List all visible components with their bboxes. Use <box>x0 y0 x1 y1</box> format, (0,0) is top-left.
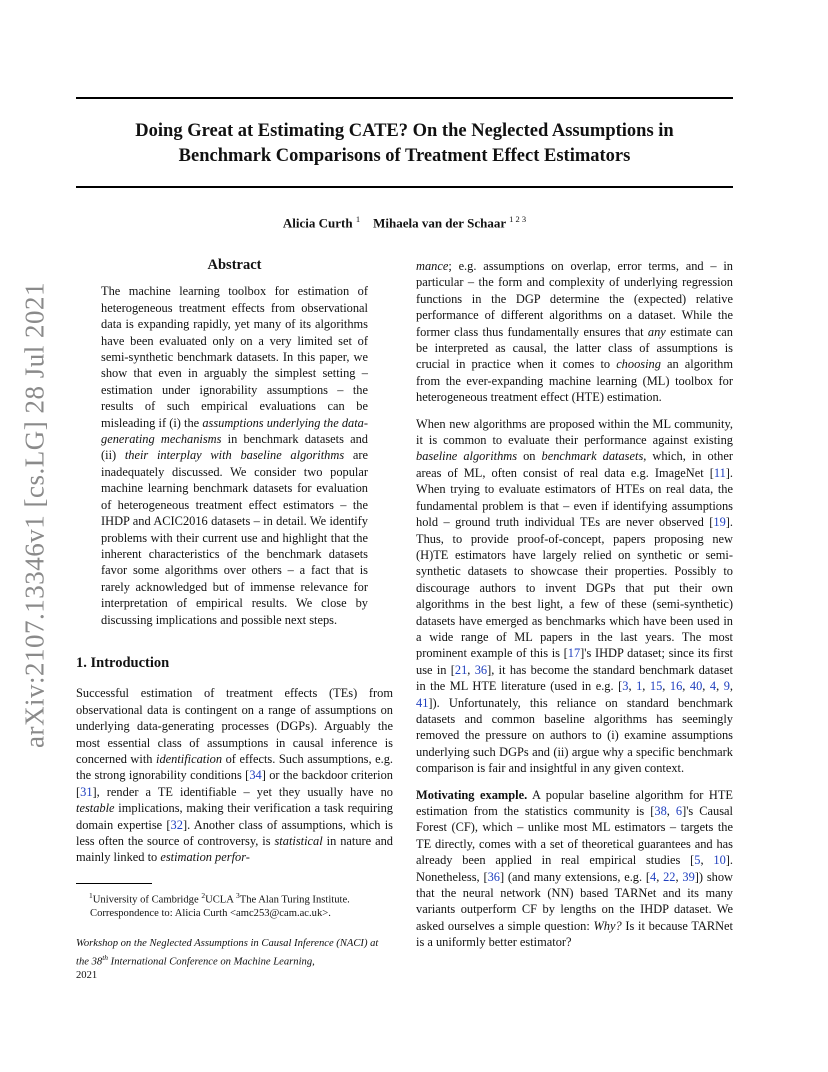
correspondence-line: Correspondence to: Alicia Curth <amc253@cam.ac.uk>. <box>90 907 331 919</box>
body-text: on <box>517 449 542 464</box>
arxiv-identifier-stamp: arXiv:2107.13346v1 [cs.LG] 28 Jul 2021 <box>19 282 50 748</box>
title-rule-top <box>76 97 733 99</box>
introduction-heading: 1. Introduction <box>76 654 170 671</box>
citation-link[interactable]: 34 <box>249 768 262 783</box>
citation-link[interactable]: 40 <box>689 679 703 694</box>
introduction-paragraph <box>76 685 393 865</box>
citation-link[interactable]: 3 <box>622 679 629 694</box>
author-name: Alicia Curth <box>282 215 353 231</box>
citation-link[interactable]: 1 <box>636 679 643 694</box>
workshop-text: Workshop on the Neglected Assumptions in Causal Inference (NACI) at the 38 <box>76 937 379 968</box>
citation-link[interactable]: 4 <box>709 679 717 694</box>
title-rule-bottom <box>76 186 733 188</box>
citation-link[interactable]: 21 <box>454 662 468 677</box>
body-text: , <box>700 853 714 868</box>
right-column <box>416 258 733 951</box>
body-paragraph <box>416 258 733 406</box>
footnote-marker: 2 <box>201 891 206 900</box>
citation-link[interactable]: 39 <box>682 869 695 884</box>
title-line-1: Doing Great at Estimating CATE? On the Neglected Assumptions in <box>135 121 674 141</box>
body-text: ]. Another class of assumptions, which is less often the source of controversy, is <box>76 817 393 848</box>
body-text: Successful estimation of treatment effects (TEs) from observational data is contingent on a range of assumptions on underlying data-generating processes (DGPs). Arguably the most essential class of assumptions in causal inference is concerned with <box>76 686 393 766</box>
title-line-2: Benchmark Comparisons of Treatment Effect Estimators <box>178 146 631 166</box>
emphasis-text: statistical <box>274 834 323 848</box>
affiliation-name: UCLA <box>205 894 236 906</box>
body-text: ] (and many extensions, e.g. [ <box>499 869 651 884</box>
citation-link[interactable]: 31 <box>80 784 93 799</box>
body-text: estimate can be interpreted as causal, the latter class of assumptions is crucial in practice when it comes to <box>416 324 733 372</box>
emphasis-text: benchmark datasets <box>541 449 644 464</box>
body-text: ]. Thus, to provide proof-of-concept, papers proposing new (H)TE estimators have largely relied on synthetic or semi-synthetic datasets to showcase their properties. Possibly to discourage authors to invent DGPs that put their own algorithms in the best light, a few of these (semi-synthetic) datasets have emerged as benchmarks which have been used in a wide range of ML papers in the last years. The most prominent example of this is [ <box>416 515 733 661</box>
footnote-marker: 3 <box>235 891 240 900</box>
left-column <box>76 257 393 866</box>
body-text: , <box>642 679 650 694</box>
affiliation-footnote <box>76 889 393 920</box>
body-text: ]). Unfortunately, this reliance on standard benchmark datasets and common baseline algorithms has seemingly removed the pressure on authors to (i) examine assumptions underlying such DGPs and (ii) argue why a specific benchmark comparison is fair and insightful in any given context. <box>416 695 733 776</box>
body-text: implications, making their verification a task requiring domain expertise [ <box>76 801 393 832</box>
footnote-marker: 1 <box>89 891 93 900</box>
emphasis-text: assumptions underlying the data-generating mechanisms <box>101 415 368 447</box>
body-text: , <box>729 679 733 694</box>
affiliation-name: The Alan Turing Institute. <box>239 894 350 906</box>
citation-link[interactable]: 16 <box>669 679 683 694</box>
emphasis-text: identification <box>156 751 223 766</box>
citation-link[interactable]: 10 <box>713 853 726 868</box>
body-paragraph <box>416 416 733 777</box>
paper-title <box>76 119 733 169</box>
citation-link[interactable]: 41 <box>416 695 429 710</box>
body-text: , which, in other areas of ML, often consist of real data e.g. ImageNet [ <box>416 449 733 480</box>
body-text: , <box>702 679 710 694</box>
affiliation-name: University of Cambridge <box>92 894 202 906</box>
citation-link[interactable]: 5 <box>694 853 701 868</box>
body-text: ]. Nonetheless, [ <box>416 853 733 884</box>
body-text: ]. When trying to evaluate estimators of HTEs on real data, the fundamental problem is that – even if identifying assumptions hold – ground truth individual TEs are never observed [ <box>416 465 733 530</box>
citation-link[interactable]: 11 <box>713 465 726 480</box>
body-text: ] or the backdoor criterion [ <box>76 768 393 799</box>
body-text: , <box>682 679 690 694</box>
body-text: , <box>675 869 683 884</box>
citation-link[interactable]: 4 <box>650 869 657 884</box>
emphasis-text: choosing <box>616 357 661 372</box>
body-text: Is it because TARNet is a uniformly better estimator? <box>416 918 734 950</box>
citation-link[interactable]: 32 <box>170 817 183 832</box>
body-text: ]'s IHDP dataset; since its first use in [ <box>416 646 733 677</box>
body-text: are inadequately discussed. We consider two popular machine learning benchmark datasets for evaluation of heterogeneous treatment effect estimators – the IHDP and ACIC2016 datasets – in detail. We identify problems with their current use and highlight that the inherent characteristics of the benchmark datasets favor some algorithms over others – a fact that is rarely acknowledged but of immense relevance for interpretation of empirical results. We close by discussing implications and possible next steps. <box>101 448 368 627</box>
workshop-year: 2021 <box>76 970 98 982</box>
body-text: ; e.g. assumptions on overlap, error terms, and – in particular – the form and complexity of underlying regression functions in the DGP determine the (expected) relative performance of different algorithms on a dataset. While the former class thus fundamentally ensures that <box>416 259 733 339</box>
body-text: in nature and mainly linked to <box>76 834 393 865</box>
body-text: , <box>666 804 676 818</box>
paragraph-lead: Motivating example. <box>416 787 528 802</box>
citation-link[interactable]: 9 <box>723 679 730 694</box>
ordinal-suffix: th <box>102 952 109 962</box>
abstract-heading: Abstract <box>207 257 262 273</box>
emphasis-text: any <box>647 324 666 339</box>
citation-link[interactable]: 36 <box>474 662 488 677</box>
workshop-text: International Conference on Machine Learning, <box>108 956 315 968</box>
author-name: Mihaela van der Schaar <box>373 215 506 231</box>
body-text: , <box>716 679 724 694</box>
body-text: of effects. Such assumptions, e.g. the strong ignorability conditions [ <box>76 751 393 783</box>
citation-link[interactable]: 38 <box>654 804 667 818</box>
emphasis-text: their interplay with baseline algorithms <box>124 448 345 463</box>
body-text: ], it has become the standard benchmark dataset in the ML HTE literature (used in e.g. [ <box>416 662 733 694</box>
emphasis-text: testable <box>76 801 115 816</box>
citation-link[interactable]: 17 <box>567 646 581 661</box>
citation-link[interactable]: 6 <box>675 804 683 818</box>
body-text: When new algorithms are proposed within the ML community, it is common to evaluate their performance against existing <box>416 416 733 448</box>
body-text: ], render a TE identifiable – yet they usually have no <box>92 784 393 799</box>
body-text: , <box>628 679 637 694</box>
author-affiliation-marker: 1 2 3 <box>509 214 527 224</box>
body-text: A popular baseline algorithm for HTE estimation from the statistics community is [ <box>416 787 733 818</box>
citation-link[interactable]: 22 <box>663 869 676 884</box>
body-text: The machine learning toolbox for estimation of heterogeneous treatment effects from observational data is expanding rapidly, yet many of its algorithms have been evaluated only on a very limited set of semi-synthetic benchmark datasets. In this paper, we show that even in arguably the simplest setting – estimation under ignorability assumptions – the results of such empirical evaluations can be misleading if (i) the <box>101 284 368 430</box>
body-text: , <box>662 679 670 694</box>
citation-link[interactable]: 19 <box>713 515 726 530</box>
body-text: in benchmark datasets and (ii) <box>101 432 369 463</box>
author-affiliation-marker: 1 <box>355 214 361 224</box>
citation-link[interactable]: 36 <box>487 869 500 884</box>
body-text: an algorithm from the ever-expanding machine learning (ML) toolbox for heterogeneous treatment effect (HTE) estimation. <box>416 357 733 405</box>
emphasis-text: mance <box>416 259 449 273</box>
workshop-note <box>76 937 393 984</box>
body-text: , <box>467 662 475 677</box>
emphasis-text: baseline algorithms <box>416 449 518 464</box>
body-text: , <box>656 869 664 884</box>
emphasis-text: Why? <box>593 918 622 933</box>
motivating-example-paragraph <box>416 787 733 951</box>
footnote-area <box>76 883 393 983</box>
citation-link[interactable]: 15 <box>649 679 663 694</box>
author-list <box>76 214 733 231</box>
body-text: ]'s Causal Forest (CF), which – unlike most ML estimators – targets the TE directly, comes with a set of theoretical guarantees and has already been applied in real empirical studies [ <box>416 804 733 868</box>
footnote-rule <box>76 883 152 884</box>
emphasis-text: estimation perfor- <box>160 850 250 865</box>
abstract-body <box>101 283 368 628</box>
body-text: ]) show that the neural network (NN) based TARNet and its many variants outperform CF by lengths on the IHDP dataset. We asked ourselves a simple question: <box>416 869 733 933</box>
